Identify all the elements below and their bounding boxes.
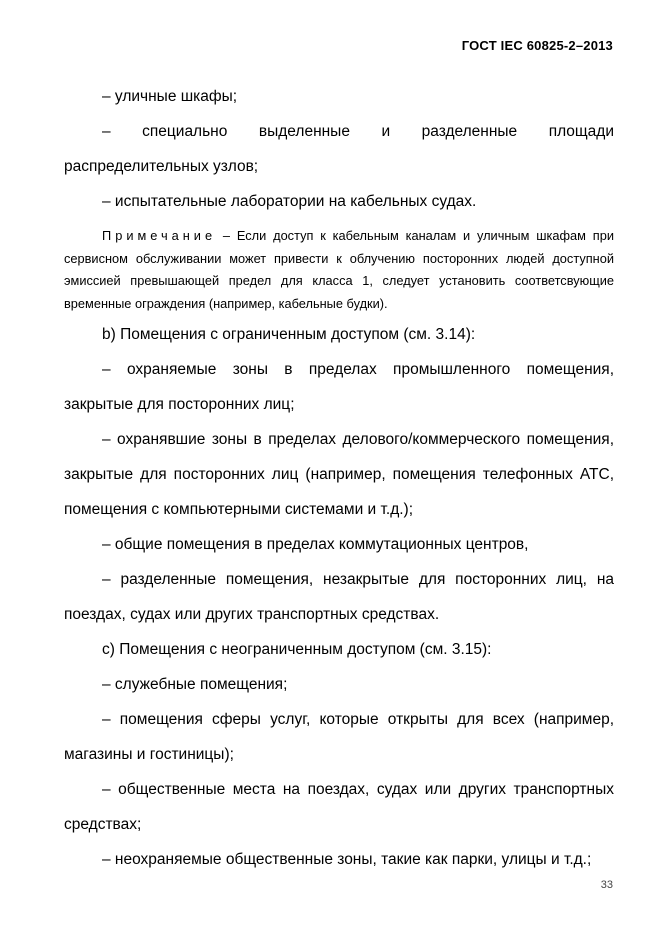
- list-item-public-zones: – неохраняемые общественные зоны, такие как парки, улицы и т.д.;: [102, 851, 592, 868]
- document-body: [64, 79, 614, 877]
- list-item-public-service: – помещения сферы услуг, которые открыты для всех (например, магазины и гостиницы);: [64, 711, 614, 763]
- section-b-heading: b) Помещения с ограниченным доступом (см. 3.14):: [102, 326, 476, 343]
- list-item-service-rooms: – служебные помещения;: [102, 676, 288, 693]
- list-item-industrial-zones: – охраняемые зоны в пределах промышленного помещения, закрытые для посторонних лиц;: [64, 361, 614, 413]
- list-item-separated-rooms: – разделенные помещения, незакрытые для посторонних лиц, на поездах, судах или других транспортных средствах.: [64, 571, 614, 623]
- list-item-street-cabinets: – уличные шкафы;: [102, 88, 238, 105]
- section-c-heading: c) Помещения с неограниченным доступом (см. 3.15):: [102, 641, 492, 658]
- list-item-switching-centers: – общие помещения в пределах коммутационных центров,: [102, 536, 529, 553]
- note-label: Примечание: [102, 228, 217, 243]
- page-number: 33: [600, 879, 613, 891]
- list-item-distribution-areas: – специально выделенные и разделенные площади распределительных узлов;: [64, 123, 614, 175]
- note-text: – Если доступ к кабельным каналам и уличным шкафам при сервисном обслуживании может привести к облучению посторонних людей доступной эмиссией превышающей предел для класса 1, следует установить соответсвующие временные ограждения (например, кабельные будки).: [64, 228, 614, 311]
- list-item-business-zones: – охранявшие зоны в пределах делового/коммерческого помещения, закрытые для посторонних лиц (например, помещения телефонных АТС, помещения с компьютерными системами и т.д.);: [64, 431, 614, 518]
- list-item-public-transport: – общественные места на поездах, судах или других транспортных средствах;: [64, 781, 614, 833]
- document-header: ГОСТ IEC 60825-2–2013: [461, 38, 613, 53]
- list-item-test-labs: – испытательные лаборатории на кабельных судах.: [102, 193, 477, 210]
- note-paragraph: [64, 225, 614, 315]
